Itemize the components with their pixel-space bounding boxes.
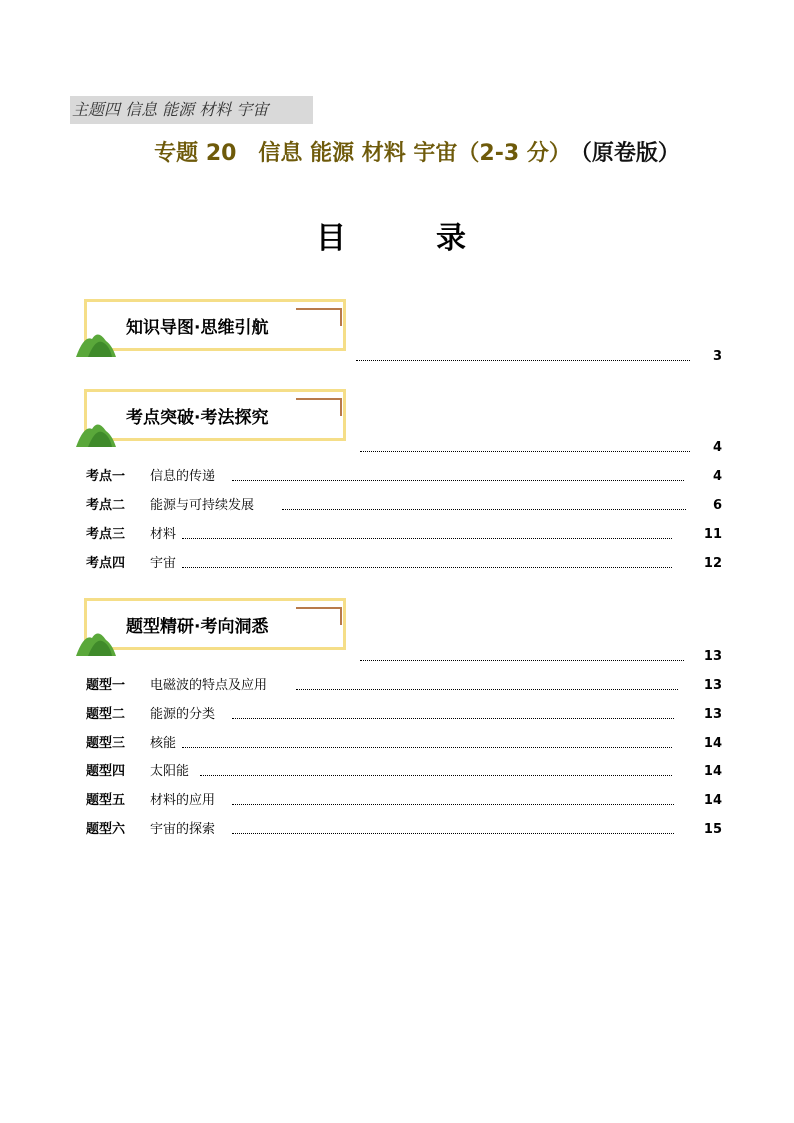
toc-heading: 目 录 [316,221,496,256]
toc-row-tixing-1[interactable] [86,677,722,695]
entry-title: 核能 [150,736,177,751]
section-banner-knowledge-map[interactable] [76,299,352,361]
toc-row-tixing-6[interactable] [86,821,722,839]
page-number: 14 [703,764,722,779]
page-number: 14 [703,793,722,808]
dot-leader [360,660,684,661]
entry-title: 宇宙 [150,556,177,571]
entry-title: 能源与可持续发展 [150,498,255,513]
page-number: 15 [703,822,722,837]
dot-leader [232,480,684,481]
section-banner-question-types[interactable] [76,598,352,660]
corner-decoration [296,607,342,625]
entry-key: 题型五 [86,793,126,808]
entry-title: 能源的分类 [150,707,216,722]
entry-title: 宇宙的探索 [150,822,216,837]
toc-row-tixing-5[interactable] [86,792,722,810]
entry-key: 题型二 [86,707,126,722]
toc-row-kaodian-2[interactable] [86,497,722,515]
dot-leader [282,509,686,510]
toc-entry-section-3[interactable] [360,648,722,666]
title-main: 专题 20 信息 能源 材料 宇宙（2-3 分） [154,141,571,166]
page-number: 14 [703,736,722,751]
toc-entry-section-2[interactable] [360,439,722,457]
entry-key: 考点一 [86,469,126,484]
dot-leader [296,689,678,690]
page-number: 12 [703,556,722,571]
toc-row-kaodian-1[interactable] [86,468,722,486]
dot-leader [232,804,674,805]
entry-key: 考点二 [86,498,126,513]
page-number: 6 [712,498,722,513]
entry-key: 题型四 [86,764,126,779]
corner-decoration [296,308,342,326]
dot-leader [360,451,690,452]
toc-entry-section-1[interactable] [356,348,722,366]
dot-leader [232,833,674,834]
page-number: 13 [703,678,722,693]
title-edition: （原卷版） [580,141,680,166]
page-number: 4 [712,469,722,484]
entry-key: 题型六 [86,822,126,837]
dot-leader [356,360,690,361]
entry-key: 考点三 [86,527,126,542]
page-number: 11 [703,527,722,542]
dot-leader [182,538,672,539]
hill-icon [76,411,116,447]
page-number: 4 [712,440,722,455]
dot-leader [182,567,672,568]
banner-label: 知识导图·思维引航 [126,318,269,338]
banner-label: 题型精研·考向洞悉 [126,617,269,637]
page-number: 13 [703,649,722,664]
entry-key: 题型三 [86,736,126,751]
entry-key: 考点四 [86,556,126,571]
corner-decoration [296,398,342,416]
entry-title: 材料的应用 [150,793,216,808]
topic-tag: 主题四 信息 能源 材料 宇宙 [70,96,313,124]
toc-row-kaodian-4[interactable] [86,555,722,573]
toc-row-tixing-2[interactable] [86,706,722,724]
entry-title: 信息的传递 [150,469,216,484]
entry-title: 电磁波的特点及应用 [150,678,268,693]
page-number: 3 [712,349,722,364]
entry-title: 材料 [150,527,177,542]
page-number: 13 [703,707,722,722]
toc-row-tixing-3[interactable] [86,735,722,753]
dot-leader [182,747,672,748]
banner-label: 考点突破·考法探究 [126,408,269,428]
dot-leader [200,775,672,776]
page-title [0,136,794,167]
dot-leader [232,718,674,719]
hill-icon [76,620,116,656]
toc-row-kaodian-3[interactable] [86,526,722,544]
entry-key: 题型一 [86,678,126,693]
hill-icon [76,321,116,357]
entry-title: 太阳能 [150,764,190,779]
section-banner-exam-points[interactable] [76,389,352,451]
toc-row-tixing-4[interactable] [86,763,722,781]
